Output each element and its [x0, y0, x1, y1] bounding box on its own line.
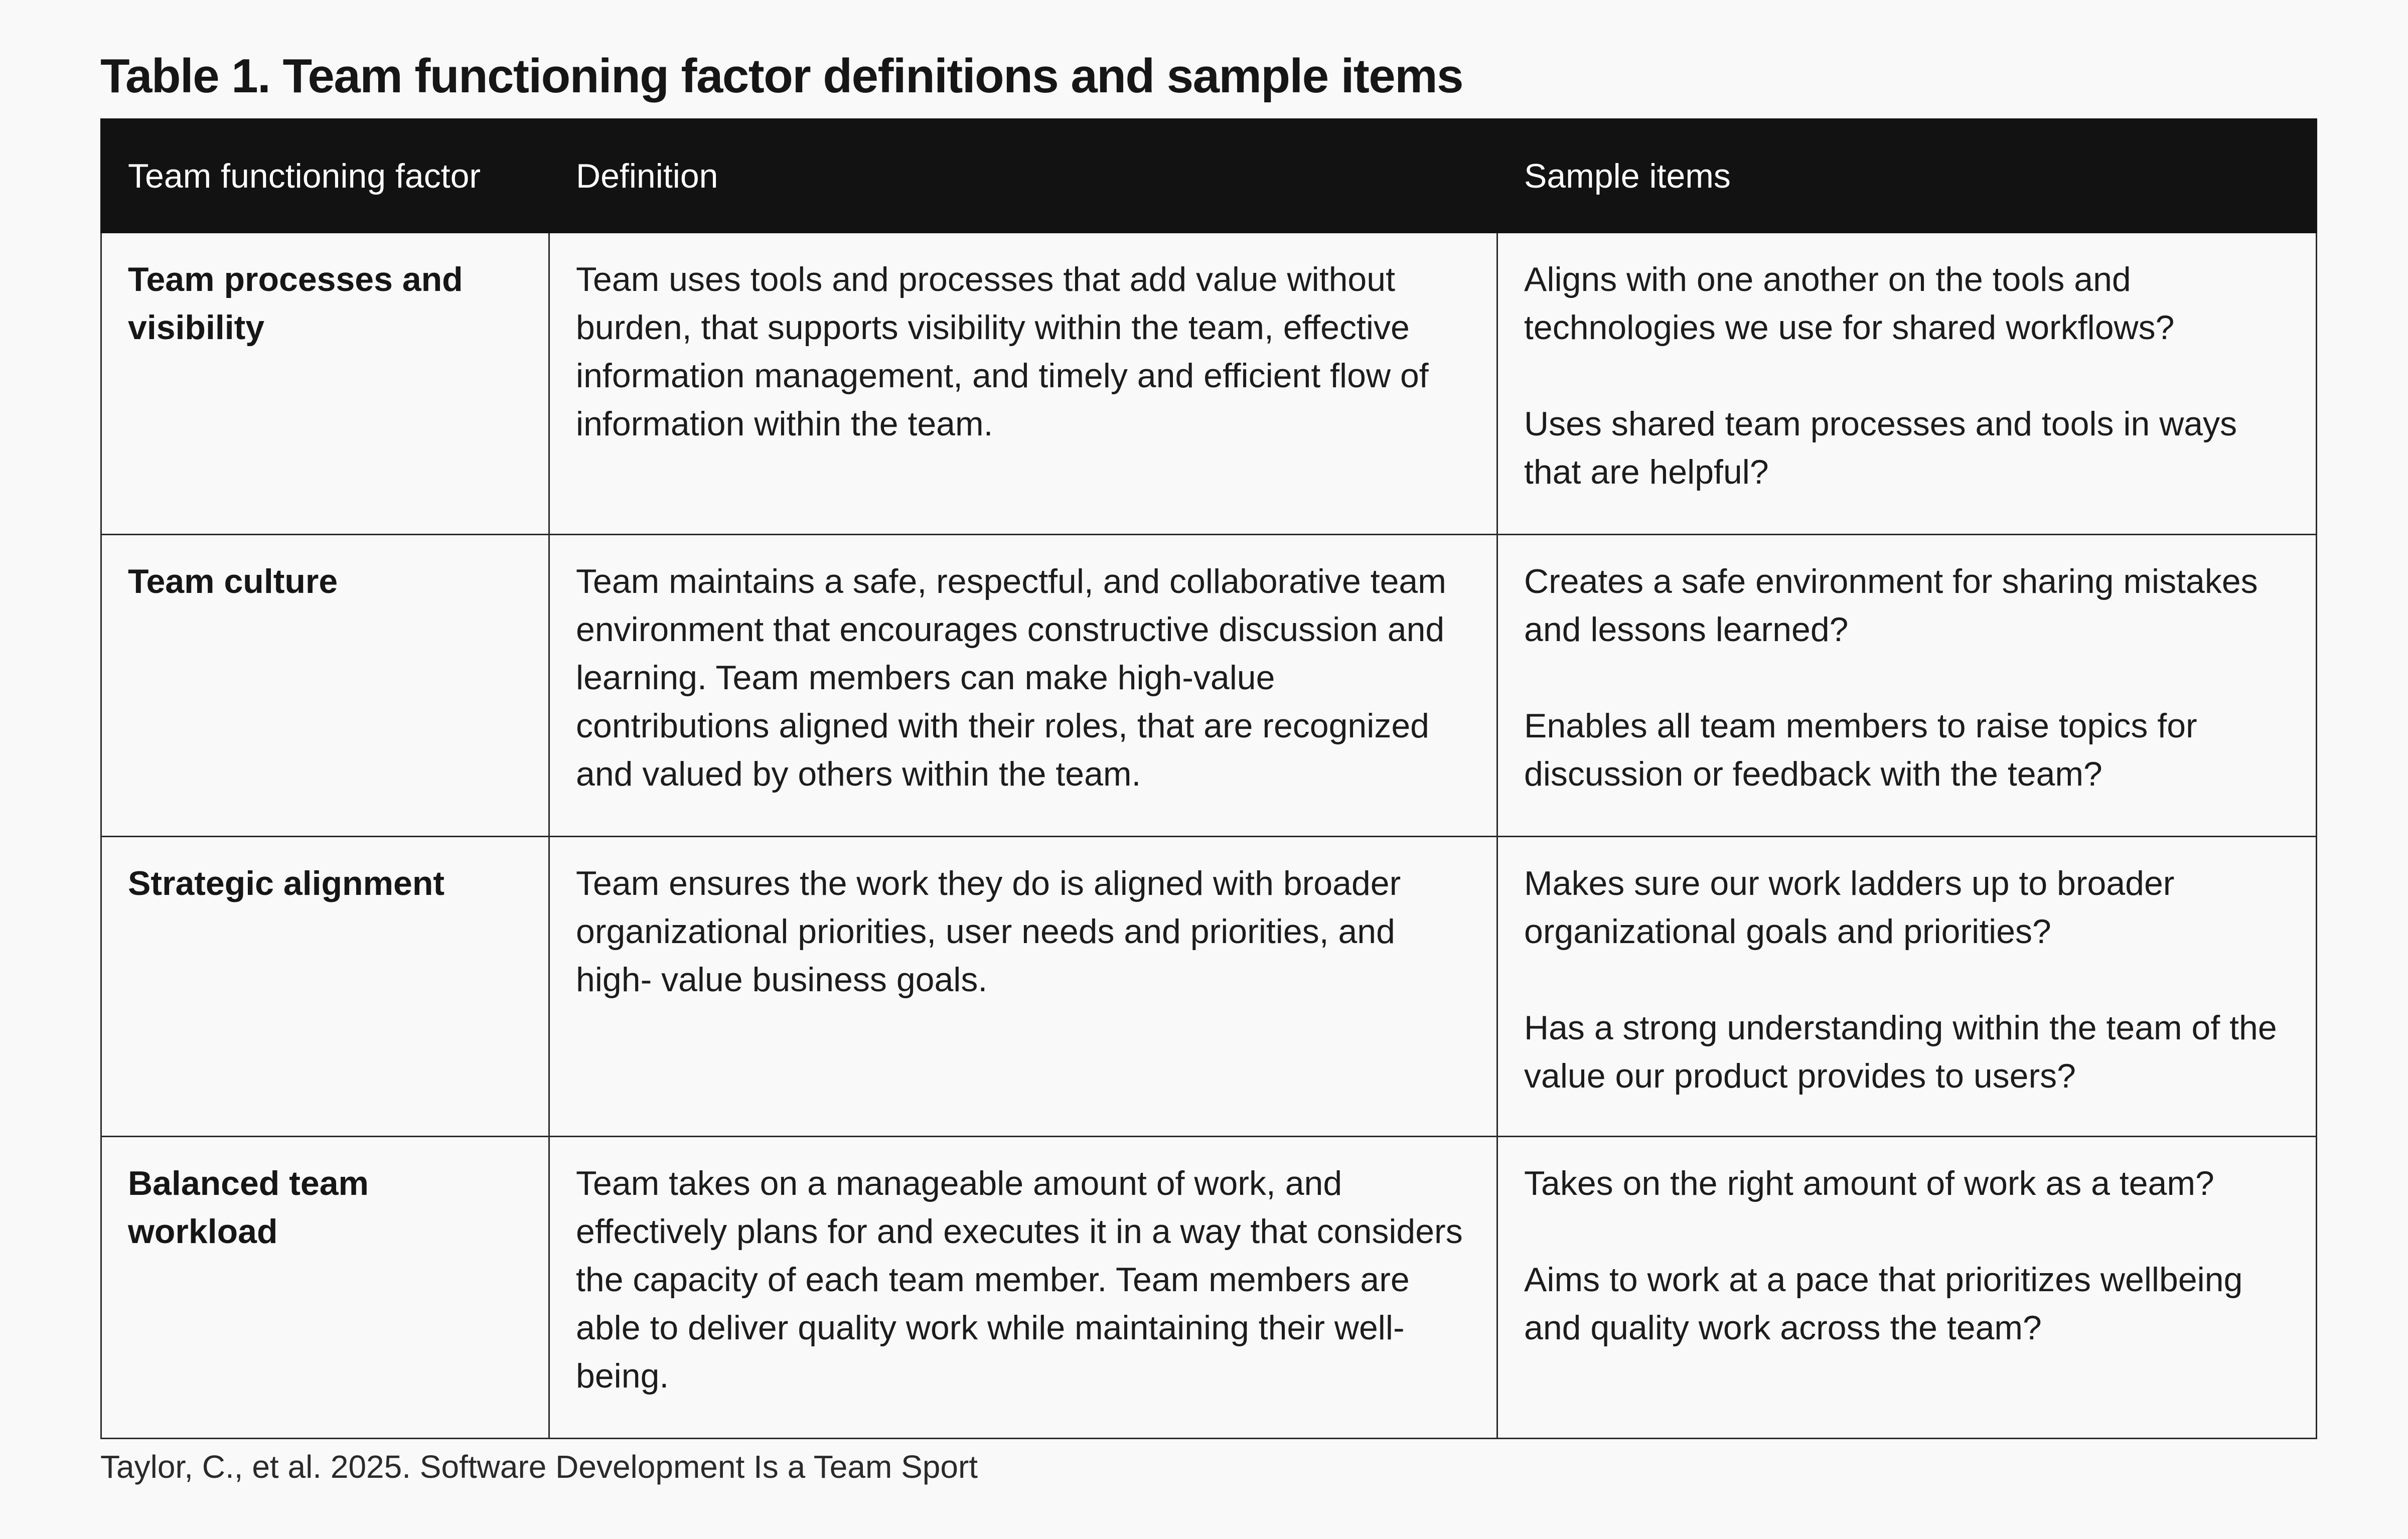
sample-item: Makes sure our work ladders up to broader organizational goals and priorities?: [1524, 864, 2175, 951]
sample-item: Enables all team members to raise topics for discussion or feedback with the team?: [1524, 707, 2197, 793]
factor-table: [100, 118, 2317, 1439]
table-header: [101, 119, 2317, 233]
table-row: [101, 1137, 2317, 1439]
factor-cell: Strategic alignment: [101, 837, 549, 1137]
sample-item: Uses shared team processes and tools in ways that are helpful?: [1524, 405, 2237, 491]
table-row: [101, 837, 2317, 1137]
sample-item: Has a strong understanding within the team of the value our product provides to users?: [1524, 1009, 2277, 1095]
sample-item: Aligns with one another on the tools and technologies we use for shared workflows?: [1524, 260, 2175, 347]
sample-items-cell: [1497, 837, 2317, 1137]
sample-item: Takes on the right amount of work as a team?: [1524, 1164, 2214, 1202]
column-header-factor: Team functioning factor: [101, 119, 549, 233]
column-header-sample-items: Sample items: [1497, 119, 2317, 233]
table-container: [100, 118, 2316, 1439]
definition-cell: Team takes on a manageable amount of work, and effectively plans for and executes it in a way that considers the capacity of each team member. Team members are able to deliver quality work while maintaining their well-being.: [549, 1137, 1497, 1439]
table-header-row: [101, 119, 2317, 233]
definition-cell: Team ensures the work they do is aligned with broader organizational priorities, user needs and priorities, and high- value business goals.: [549, 837, 1497, 1137]
definition-cell: Team uses tools and processes that add value without burden, that supports visibility within the team, effective information management, and timely and efficient flow of information within the team.: [549, 233, 1497, 535]
sample-items-cell: [1497, 233, 2317, 535]
table-body: [101, 233, 2317, 1439]
factor-cell: Team processes and visibility: [101, 233, 549, 535]
table-row: [101, 535, 2317, 837]
source-citation: Taylor, C., et al. 2025. Software Development Is a Team Sport: [100, 1449, 978, 1485]
factor-cell: Balanced team workload: [101, 1137, 549, 1439]
sample-items-cell: [1497, 1137, 2317, 1439]
sample-items-cell: [1497, 535, 2317, 837]
definition-cell: Team maintains a safe, respectful, and collaborative team environment that encourages constructive discussion and learning. Team members can make high-value contributions aligned with their roles, that are recognized and valued by others within the team.: [549, 535, 1497, 837]
sample-item: Creates a safe environment for sharing mistakes and lessons learned?: [1524, 562, 2258, 649]
column-header-definition: Definition: [549, 119, 1497, 233]
table-title: Table 1. Team functioning factor definitions and sample items: [100, 49, 1463, 103]
factor-cell: Team culture: [101, 535, 549, 837]
table-row: [101, 233, 2317, 535]
sample-item: Aims to work at a pace that prioritizes wellbeing and quality work across the team?: [1524, 1261, 2243, 1347]
